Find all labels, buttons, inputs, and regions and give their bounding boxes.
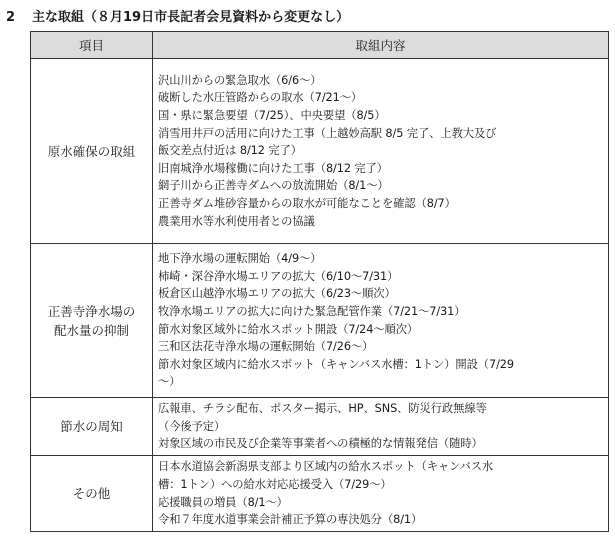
content-line: 国・県に緊急要望（7/25）、中央要望（8/5）: [158, 109, 386, 123]
content-line: 広報車、チラシ配布、ポスター掲示、HP、SNS、防災行政無線等: [158, 402, 487, 416]
category-label: その他: [72, 486, 111, 501]
table-row: [31, 456, 609, 532]
category-label: 正善寺浄水場の: [47, 303, 136, 319]
content-line: 正善寺ダム堆砂容量からの取水が可能なことを確認（8/7）: [158, 196, 456, 210]
measures-table: [30, 31, 609, 532]
table-row: [31, 244, 609, 398]
table-row: [31, 59, 609, 244]
table-header-row: [31, 32, 609, 59]
category-cell: [31, 244, 153, 398]
content-line: 柿崎・深谷浄水場エリアの拡大（6/10〜7/31）: [158, 269, 399, 283]
content-line: 消雪用井戸の活用に向けた工事（上越妙高駅 8/5 完了、上教大及び: [158, 126, 497, 140]
category-cell: [31, 456, 153, 532]
content-cell: [153, 244, 609, 398]
content-line: 地下浄水場の運転開始（4/9〜）: [158, 252, 322, 266]
content-cell: [153, 398, 609, 456]
content-line: 対象区域の市民及び企業等事業者への積極的な情報発信（随時）: [158, 437, 483, 451]
content-cell: [153, 456, 609, 532]
content-line: 日本水道協会新潟県支部より区域内の給水スポット（キャンバス水: [158, 460, 494, 474]
content-line: 節水対象区域外に給水スポット開設（7/24〜順次）: [158, 322, 419, 336]
section-heading: [6, 6, 349, 25]
category-cell: [31, 59, 153, 244]
content-line: （今後予定）: [158, 419, 226, 433]
category-label: 節水の周知: [60, 419, 123, 434]
content-line: 網子川から正善寺ダムへの放流開始（8/1〜）: [158, 179, 389, 193]
content-line: 〜）: [158, 375, 181, 389]
content-line: 三和区法花寺浄水場の運転開始（7/26〜）: [158, 340, 374, 354]
content-line: 応援職員の増員（8/1〜）: [158, 495, 288, 509]
header-content: 取組内容: [153, 32, 609, 59]
content-line: 令和７年度水道事業会計補正予算の専決処分（8/1）: [158, 513, 423, 527]
header-item: 項目: [31, 32, 153, 59]
content-line: 破断した水圧管路からの取水（7/21〜）: [158, 91, 363, 105]
content-line: 農業用水等水利使用者との協議: [158, 214, 315, 228]
content-line: 節水対象区域内に給水スポット（キャンバス水槽：1トン）開設（7/29: [158, 357, 514, 371]
content-cell: [153, 59, 609, 244]
category-label: 原水確保の取組: [47, 143, 136, 159]
content-line: 牧浄水場エリアの拡大に向けた緊急配管作業（7/21〜7/31）: [158, 304, 466, 318]
content-line: 板倉区山越浄水場エリアの拡大（6/23〜順次）: [158, 287, 396, 301]
content-line: 旧南城浄水場稼働に向けた工事（8/12 完了）: [158, 161, 389, 175]
section-title: 主な取組（８月19日市長記者会見資料から変更なし）: [32, 10, 350, 25]
section-number: 2: [6, 10, 16, 25]
content-line: 沢山川からの緊急取水（6/6〜）: [158, 73, 322, 87]
category-label: 配水量の抑制: [53, 322, 129, 338]
category-cell: [31, 398, 153, 456]
content-line: 飯交差点付近は 8/12 完了）: [158, 144, 302, 158]
content-line: 槽：1トン）への給水対応応援受入（7/29〜）: [158, 477, 392, 491]
table-row: [31, 398, 609, 456]
